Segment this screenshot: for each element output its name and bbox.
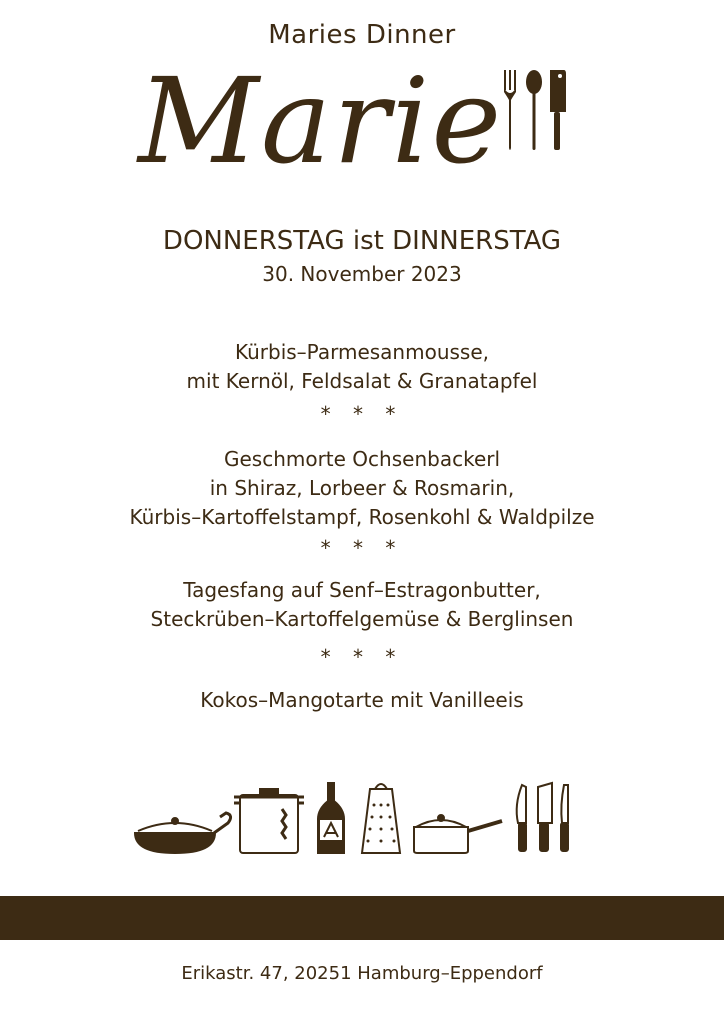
knife-icon: [517, 785, 526, 851]
course-line: Tagesfang auf Senf–Estragonbutter,: [183, 578, 541, 602]
frying-pan-icon: [135, 813, 231, 853]
course-line: Geschmorte Ochsenbackerl: [223, 447, 501, 471]
bottle-icon: [318, 783, 344, 853]
event-date: 30. November 2023: [262, 262, 462, 286]
kitchen-utensils-illustration: [130, 775, 600, 860]
course-separator: * * *: [320, 536, 404, 560]
stock-pot-icon: [234, 789, 304, 853]
course-line: Kürbis–Parmesanmousse,: [234, 340, 489, 364]
cutlery-icon: [500, 68, 600, 158]
course-1: [0, 338, 724, 396]
course-3: [0, 576, 724, 634]
course-separator: * * *: [320, 402, 404, 426]
course-line: Kürbis–Kartoffelstampf, Rosenkohl & Waldpilze: [129, 505, 595, 529]
bread-knife-icon: [561, 785, 568, 851]
course-line: Steckrüben–Kartoffelgemüse & Berglinsen: [150, 607, 574, 631]
logo: [120, 52, 600, 210]
course-2: [0, 445, 724, 532]
cleaver-knife-icon: [538, 783, 552, 851]
course-4: [0, 686, 724, 715]
course-line: in Shiraz, Lorbeer & Rosmarin,: [209, 476, 515, 500]
footer-address: Erikastr. 47, 20251 Hamburg–Eppendorf: [181, 963, 543, 984]
logo-wordmark: Marie: [138, 52, 504, 190]
grater-icon: [362, 784, 400, 853]
course-line: Kokos–Mangotarte mit Vanilleeis: [200, 688, 524, 712]
course-line: mit Kernöl, Feldsalat & Granatapfel: [186, 369, 538, 393]
fork-icon: [504, 70, 516, 150]
cleaver-icon: [550, 70, 566, 150]
footer-bar: [0, 896, 724, 940]
saucepan-icon: [414, 815, 502, 853]
spoon-icon: [526, 70, 542, 150]
course-separator: * * *: [320, 645, 404, 669]
event-headline: DONNERSTAG ist DINNERSTAG: [162, 226, 562, 256]
restaurant-name: Maries Dinner: [268, 20, 456, 50]
